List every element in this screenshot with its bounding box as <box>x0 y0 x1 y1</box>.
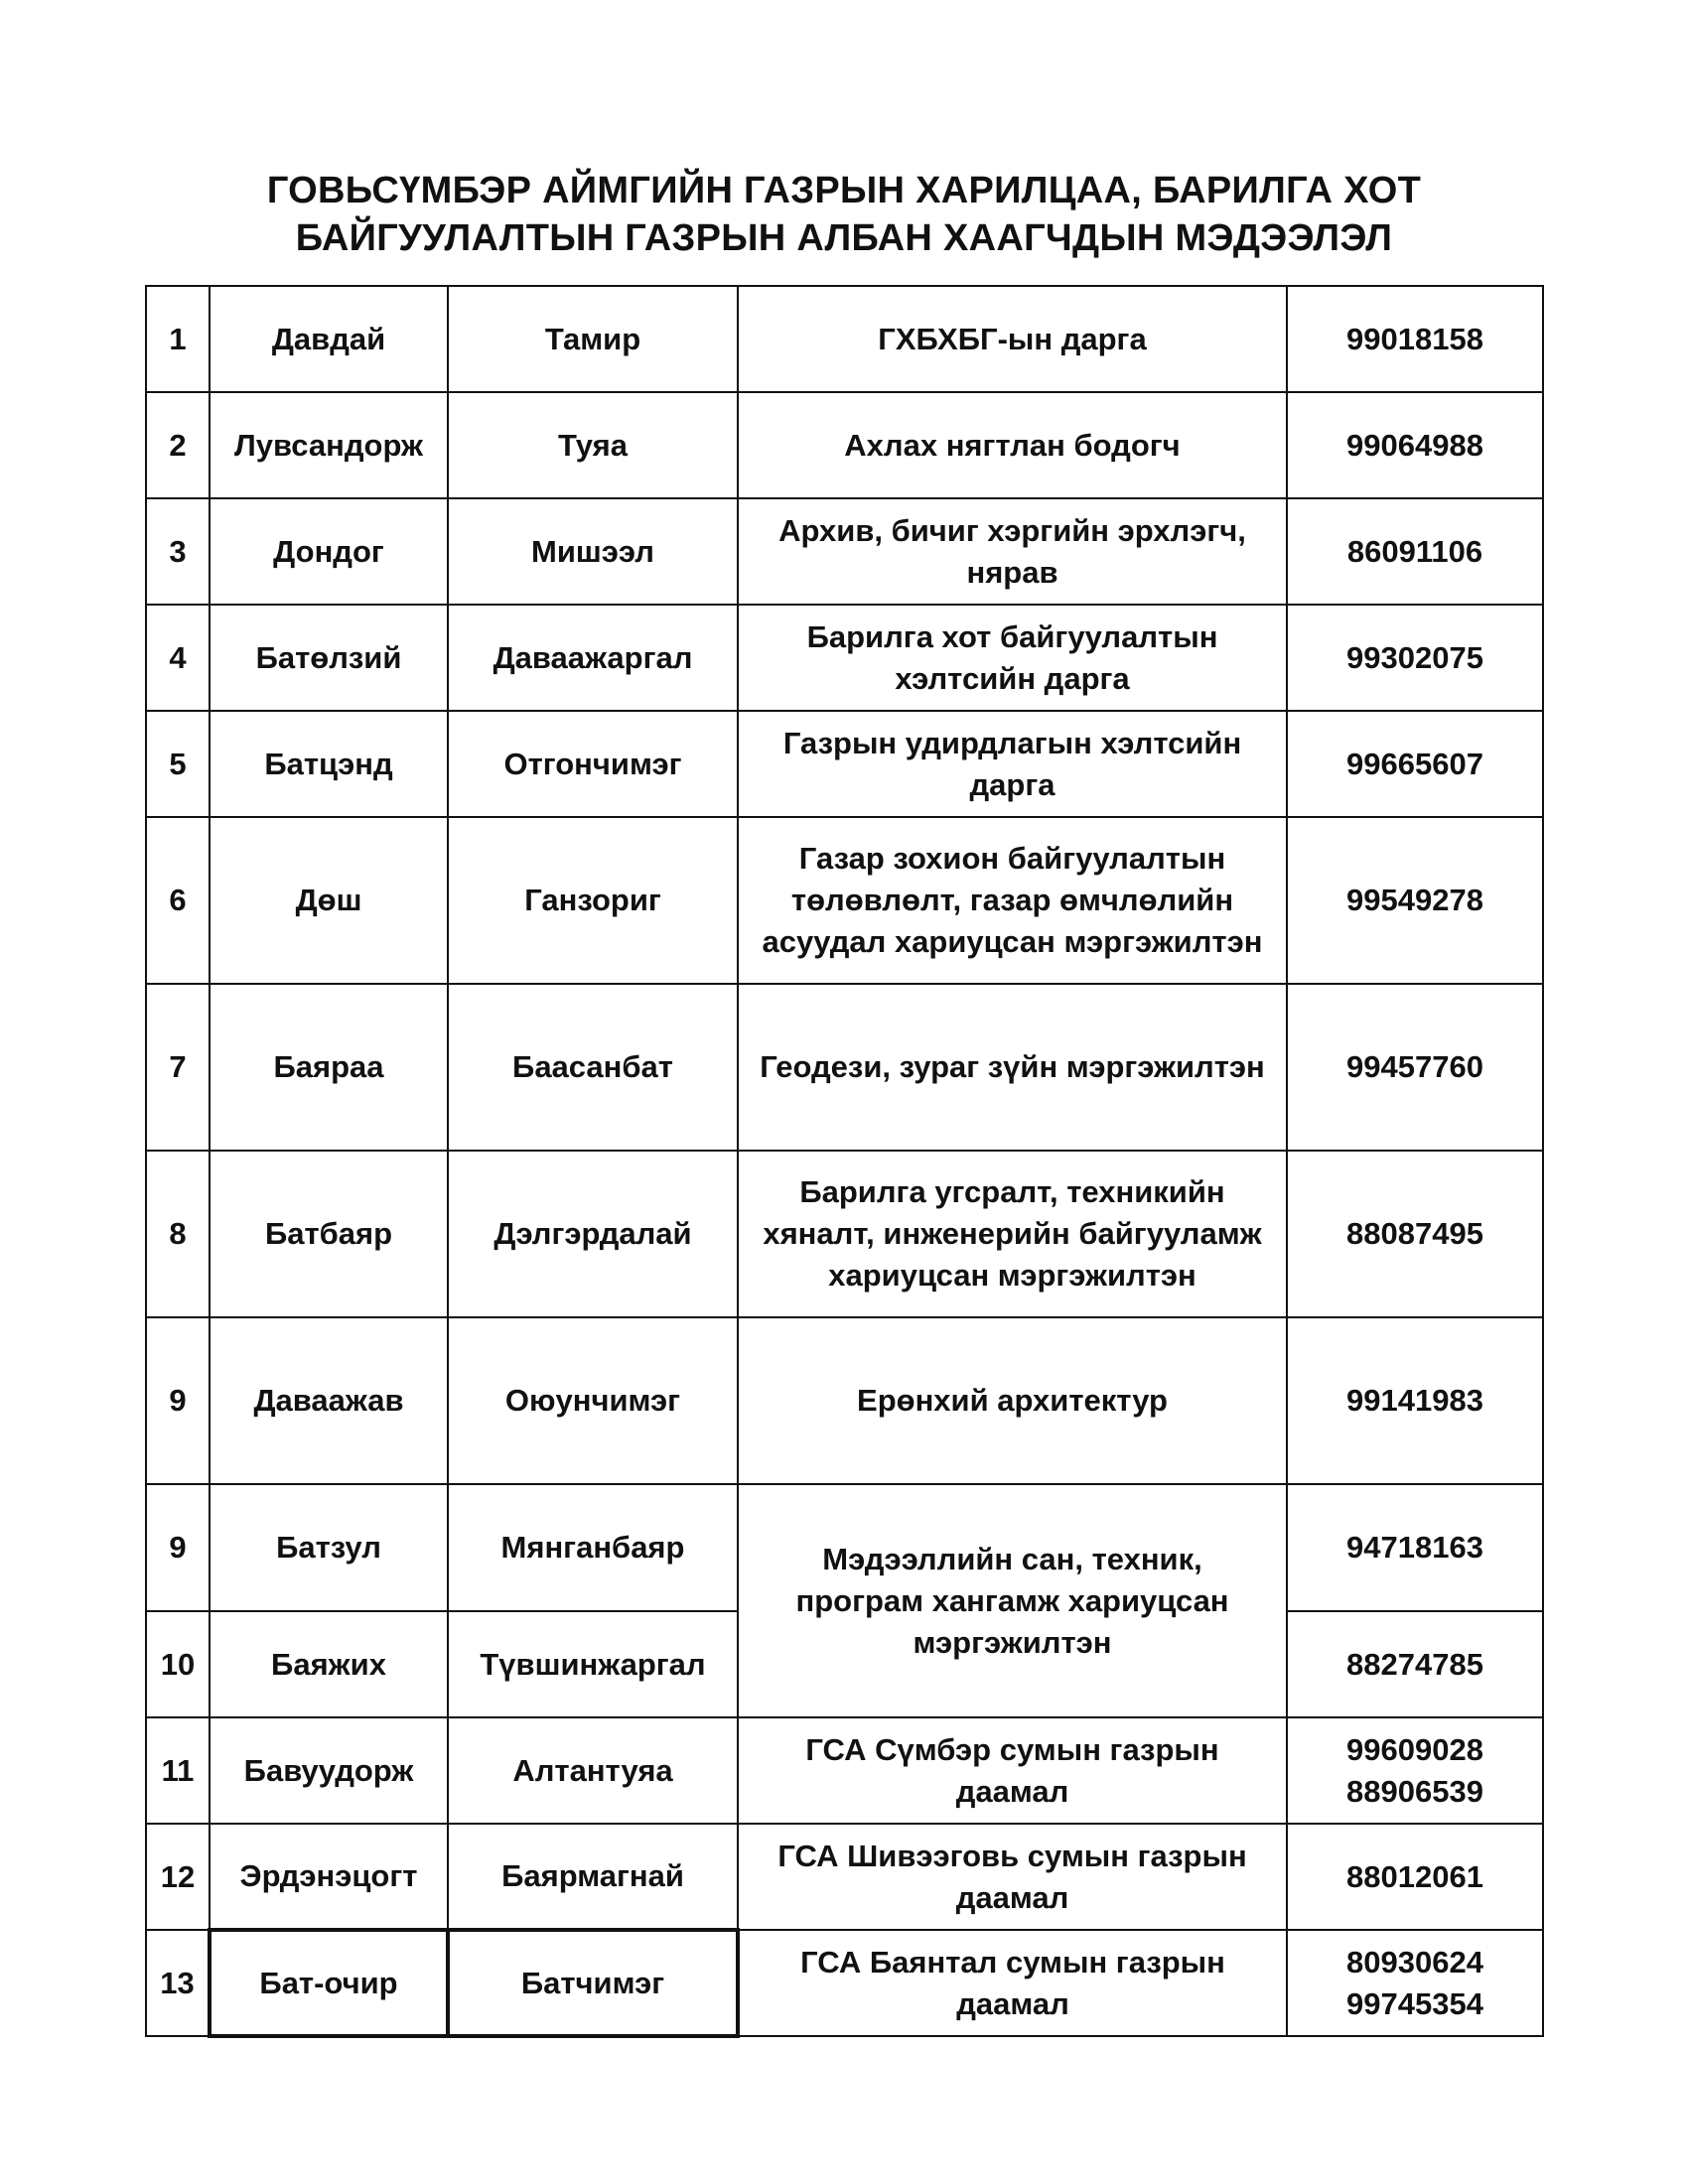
phone-cell: 99457760 <box>1287 984 1543 1151</box>
name-cell: Даваажаргал <box>448 605 738 711</box>
row-number: 1 <box>146 286 210 392</box>
row-number: 6 <box>146 817 210 984</box>
staff-table <box>145 285 1544 2038</box>
name-cell: Баасанбат <box>448 984 738 1151</box>
position-cell: ГХБХБГ-ын дарга <box>738 286 1287 392</box>
title-line-2: БАЙГУУЛАЛТЫН ГАЗРЫН АЛБАН ХААГЧДЫН МЭДЭЭЛЭЛ <box>295 217 1393 259</box>
position-cell: Ерөнхий архитектур <box>738 1317 1287 1484</box>
phone-cell: 94718163 <box>1287 1484 1543 1611</box>
position-cell: Газрын удирдлагын хэлтсийн дарга <box>738 711 1287 817</box>
row-number: 9 <box>146 1484 210 1611</box>
surname-cell: Даваажав <box>210 1317 448 1484</box>
position-cell: Барилга угсралт, техникийн хяналт, инженерийн байгууламж хариуцсан мэргэжилтэн <box>738 1151 1287 1317</box>
phone-cell: 99549278 <box>1287 817 1543 984</box>
surname-cell: Бат-очир <box>210 1930 448 2036</box>
row-number: 12 <box>146 1824 210 1930</box>
position-cell: Геодези, зураг зүйн мэргэжилтэн <box>738 984 1287 1151</box>
name-cell: Алтантуяа <box>448 1717 738 1824</box>
name-cell: Ганзориг <box>448 817 738 984</box>
row-number: 13 <box>146 1930 210 2036</box>
name-cell: Түвшинжаргал <box>448 1611 738 1717</box>
title-line-1: ГОВЬСҮМБЭР АЙМГИЙН ГАЗРЫН ХАРИЛЦАА, БАРИЛГА ХОТ <box>266 170 1422 211</box>
position-cell: Барилга хот байгуулалтын хэлтсийн дарга <box>738 605 1287 711</box>
row-number: 2 <box>146 392 210 498</box>
phone-line-1: 80930624 <box>1346 1944 1483 1979</box>
name-cell: Мишээл <box>448 498 738 605</box>
phone-cell: 99665607 <box>1287 711 1543 817</box>
table-row <box>146 392 1543 498</box>
name-cell: Баярмагнай <box>448 1824 738 1930</box>
phone-cell: 88012061 <box>1287 1824 1543 1930</box>
phone-cell: 99141983 <box>1287 1317 1543 1484</box>
position-cell: Архив, бичиг хэргийн эрхлэгч, нярав <box>738 498 1287 605</box>
surname-cell: Дөш <box>210 817 448 984</box>
row-number: 10 <box>146 1611 210 1717</box>
table-row <box>146 1717 1543 1824</box>
row-number: 8 <box>146 1151 210 1317</box>
surname-cell: Батзул <box>210 1484 448 1611</box>
position-cell: ГСА Баянтал сумын газрын даамал <box>738 1930 1287 2036</box>
name-cell: Оюунчимэг <box>448 1317 738 1484</box>
table-row <box>146 1151 1543 1317</box>
position-cell: Ахлах нягтлан бодогч <box>738 392 1287 498</box>
document-title <box>0 167 1688 262</box>
phone-cell: 86091106 <box>1287 498 1543 605</box>
surname-cell: Эрдэнэцогт <box>210 1824 448 1930</box>
surname-cell: Баяжих <box>210 1611 448 1717</box>
table-row <box>146 498 1543 605</box>
table-row <box>146 1317 1543 1484</box>
name-cell: Мянганбаяр <box>448 1484 738 1611</box>
position-cell-shared: Мэдээллийн сан, техник, програм хангамж хариуцсан мэргэжилтэн <box>738 1484 1287 1717</box>
name-cell: Туяа <box>448 392 738 498</box>
phone-cell <box>1287 1930 1543 2036</box>
surname-cell: Дондог <box>210 498 448 605</box>
row-number: 9 <box>146 1317 210 1484</box>
table-row <box>146 817 1543 984</box>
phone-cell: 99018158 <box>1287 286 1543 392</box>
row-number: 5 <box>146 711 210 817</box>
table-row <box>146 711 1543 817</box>
name-cell: Дэлгэрдалай <box>448 1151 738 1317</box>
phone-line-2: 88906539 <box>1346 1773 1483 1809</box>
table-row <box>146 1484 1543 1611</box>
surname-cell: Баяраа <box>210 984 448 1151</box>
phone-cell: 99064988 <box>1287 392 1543 498</box>
table-row <box>146 1824 1543 1930</box>
phone-cell: 88274785 <box>1287 1611 1543 1717</box>
position-cell: ГСА Сүмбэр сумын газрын даамал <box>738 1717 1287 1824</box>
phone-cell <box>1287 1717 1543 1824</box>
surname-cell: Бавуудорж <box>210 1717 448 1824</box>
table-row <box>146 605 1543 711</box>
table-row <box>146 286 1543 392</box>
phone-cell: 99302075 <box>1287 605 1543 711</box>
name-cell: Отгончимэг <box>448 711 738 817</box>
table-row <box>146 1930 1543 2036</box>
row-number: 11 <box>146 1717 210 1824</box>
row-number: 7 <box>146 984 210 1151</box>
surname-cell: Батбаяр <box>210 1151 448 1317</box>
position-cell: ГСА Шивээговь сумын газрын даамал <box>738 1824 1287 1930</box>
table-row <box>146 984 1543 1151</box>
row-number: 4 <box>146 605 210 711</box>
phone-line-1: 99609028 <box>1346 1731 1483 1767</box>
name-cell: Тамир <box>448 286 738 392</box>
surname-cell: Батөлзий <box>210 605 448 711</box>
surname-cell: Батцэнд <box>210 711 448 817</box>
phone-line-2: 99745354 <box>1346 1985 1483 2021</box>
row-number: 3 <box>146 498 210 605</box>
surname-cell: Лувсандорж <box>210 392 448 498</box>
surname-cell: Давдай <box>210 286 448 392</box>
phone-cell: 88087495 <box>1287 1151 1543 1317</box>
position-cell: Газар зохион байгуулалтын төлөвлөлт, газар өмчлөлийн асуудал хариуцсан мэргэжилтэн <box>738 817 1287 984</box>
name-cell: Батчимэг <box>448 1930 738 2036</box>
